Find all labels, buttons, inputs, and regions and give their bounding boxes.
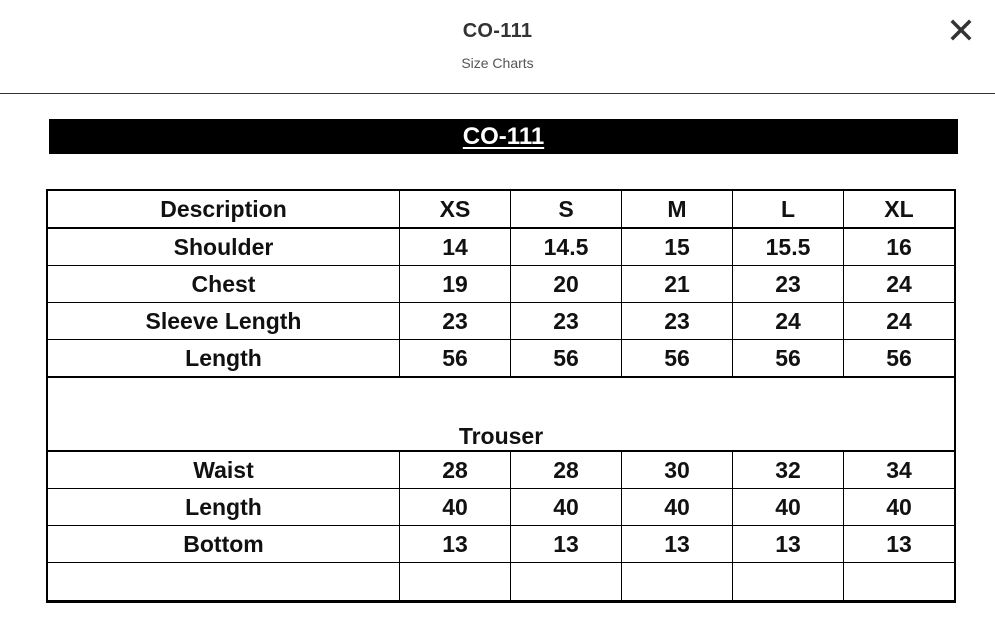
table-row [47,303,955,340]
table-cell: 28 [511,451,622,489]
row-label: Chest [47,266,400,303]
table-cell: 56 [622,340,733,378]
table-cell: 56 [844,340,956,378]
size-chart-image [0,94,995,623]
table-cell: 40 [622,489,733,526]
table-row [47,451,955,489]
empty-cell [622,563,733,602]
row-label: Length [47,340,400,378]
modal-subtitle: Size Charts [461,55,534,71]
table-cell: 28 [400,451,511,489]
table-cell: 40 [511,489,622,526]
table-cell: 32 [733,451,844,489]
table-cell: 34 [844,451,956,489]
table-cell: 56 [511,340,622,378]
table-cell: 23 [511,303,622,340]
chart-banner-title: CO-111 [462,123,545,150]
table-cell: 21 [622,266,733,303]
row-label: Length [47,489,400,526]
table-header-row [47,190,955,228]
row-label: Shoulder [47,228,400,266]
close-icon [950,19,972,41]
table-cell: 13 [511,526,622,563]
table-cell: 13 [844,526,956,563]
table-row [47,526,955,563]
column-header-size: L [733,190,844,228]
column-header-size: XS [400,190,511,228]
table-cell: 13 [622,526,733,563]
modal-header [0,0,995,94]
empty-cell [511,563,622,602]
modal-title: CO-111 [462,20,533,42]
column-header-size: XL [844,190,956,228]
table-row [47,340,955,378]
table-cell: 20 [511,266,622,303]
table-cell: 13 [400,526,511,563]
column-header-description: Description [47,190,400,228]
table-cell: 24 [844,266,956,303]
table-cell: 14 [400,228,511,266]
table-cell: 16 [844,228,956,266]
table-cell: 23 [733,266,844,303]
chart-banner [49,119,958,154]
table-row [47,228,955,266]
table-cell: 30 [622,451,733,489]
table-cell: 15.5 [733,228,844,266]
table-cell: 40 [844,489,956,526]
row-label: Bottom [47,526,400,563]
table-row [47,489,955,526]
table-cell: 13 [733,526,844,563]
empty-cell [733,563,844,602]
table-cell: 24 [844,303,956,340]
table-cell: 40 [400,489,511,526]
size-table-body [47,190,955,602]
section-row [47,377,955,451]
empty-cell [844,563,956,602]
column-header-size: M [622,190,733,228]
table-cell: 15 [622,228,733,266]
table-cell: 56 [400,340,511,378]
table-cell: 56 [733,340,844,378]
table-cell: 14.5 [511,228,622,266]
empty-row [47,563,955,602]
close-button[interactable] [943,12,979,48]
table-cell: 19 [400,266,511,303]
empty-cell [400,563,511,602]
row-label: Waist [47,451,400,489]
column-header-size: S [511,190,622,228]
table-cell: 24 [733,303,844,340]
table-cell: 23 [622,303,733,340]
row-label: Sleeve Length [47,303,400,340]
section-label-trouser: Trouser [47,377,955,451]
table-row [47,266,955,303]
table-cell: 23 [400,303,511,340]
table-cell: 40 [733,489,844,526]
size-table [46,189,956,603]
empty-cell [47,563,400,602]
